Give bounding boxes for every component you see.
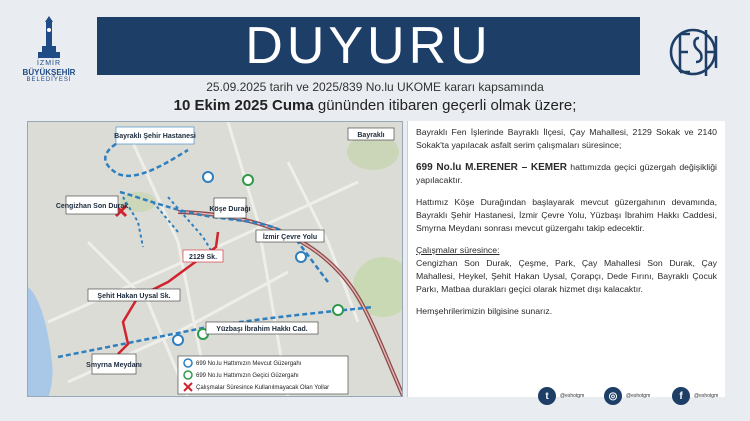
- label-hakan: Şehit Hakan Uysal Sk.: [97, 293, 171, 300]
- route-map: [27, 121, 403, 397]
- eshot-logo: [666, 22, 720, 82]
- social-twitter[interactable]: [538, 387, 584, 405]
- twitter-handle: @eshotgm: [560, 393, 585, 399]
- logo-line3: BELEDİYESİ: [26, 77, 72, 83]
- route-name: 699 No.lu M.ERENER – KEMER: [416, 162, 567, 173]
- label-bayrakli: Bayraklı: [357, 132, 385, 139]
- label-cevre: İzmir Çevre Yolu: [262, 234, 318, 241]
- social-facebook[interactable]: [672, 387, 718, 405]
- effective-date-line: [100, 97, 650, 114]
- label-yuzbasi: Yüzbaşı İbrahim Hakkı Cad.: [216, 326, 308, 333]
- effective-date: 10 Ekim 2025 Cuma: [173, 97, 314, 114]
- paragraph-4-title: Çalışmalar süresince:: [416, 245, 500, 255]
- social-instagram[interactable]: [604, 387, 650, 405]
- izmir-bb-logo: [14, 16, 84, 88]
- eshot-monogram-icon: [666, 22, 720, 82]
- label-hastane: Bayraklı Şehir Hastanesi: [114, 133, 196, 140]
- logo-line2: BÜYÜKŞEHİR: [22, 68, 76, 77]
- announcement-text: [407, 121, 725, 397]
- facebook-icon: f: [672, 387, 690, 405]
- banner-title: DUYURU: [245, 17, 492, 75]
- clock-tower-icon: [34, 16, 64, 60]
- legend-temporary-icon: [184, 371, 192, 379]
- route-change: hattımızda geçici güzergah değişikliği yapılacaktır.: [416, 162, 717, 185]
- legend-current-icon: [184, 359, 192, 367]
- paragraph-4: Cengizhan Son Durak, Çeşme, Park, Çay Mahallesi Son Durak, Çay Mahallesi, Heykel, Şehit Hakan Uysal, Çorapçı, Dede Fırını, Bayraklı Çocuk Parkı, Matbaa durakları geçici olarak hizmet dışı kalacaktır.: [416, 258, 717, 294]
- logo-line1: İZMİR: [36, 60, 62, 67]
- decision-reference: 25.09.2025 tarih ve 2025/839 No.lu UKOME kararı kapsamında: [206, 80, 544, 94]
- label-kose: Köşe Durağı: [209, 206, 251, 213]
- effective-date-suffix: gününden itibaren geçerli olmak üzere;: [313, 97, 577, 114]
- paragraph-1: Bayraklı Fen İşlerinde Bayraklı İlçesi, Çay Mahallesi, 2129 Sokak ve 2140 Sokak'ta yapılacak asfalt serim çalışmaları süresince;: [416, 127, 717, 150]
- legend-current: 699 No.lu Hattımızın Mevcut Güzergahı: [196, 361, 302, 367]
- label-cengizhan: Cengizhan Son Durak: [55, 203, 129, 210]
- paragraph-2: [416, 161, 717, 187]
- announcement-banner: [97, 17, 640, 75]
- paragraph-5: Hemşehrilerimizin bilgisine sunarız.: [416, 306, 553, 316]
- label-smyrna: Smyrna Meydanı: [86, 362, 142, 369]
- map-legend: [178, 356, 348, 394]
- legend-temporary: 699 No.lu Hattımızın Geçici Güzergahı: [196, 373, 299, 379]
- twitter-icon: t: [538, 387, 556, 405]
- facebook-handle: @eshotgm: [694, 393, 719, 399]
- paragraph-3: Hattımız Köşe Durağından başlayarak mevcut güzergahının devamında, Bayraklı Şehir Hastanesi, İzmir Çevre Yolu, Yüzbaşı İbrahim Hakkı Caddesi, Smyrna Meydanı sonrası mevcut güzergahı takip edecektir.: [416, 197, 717, 233]
- instagram-icon: ◎: [604, 387, 622, 405]
- instagram-handle: @eshotgm: [626, 393, 651, 399]
- label-2129: 2129 Sk.: [188, 254, 218, 261]
- legend-closed: Çalışmalar Süresince Kullanılmayacak Olan Yollar: [196, 385, 330, 391]
